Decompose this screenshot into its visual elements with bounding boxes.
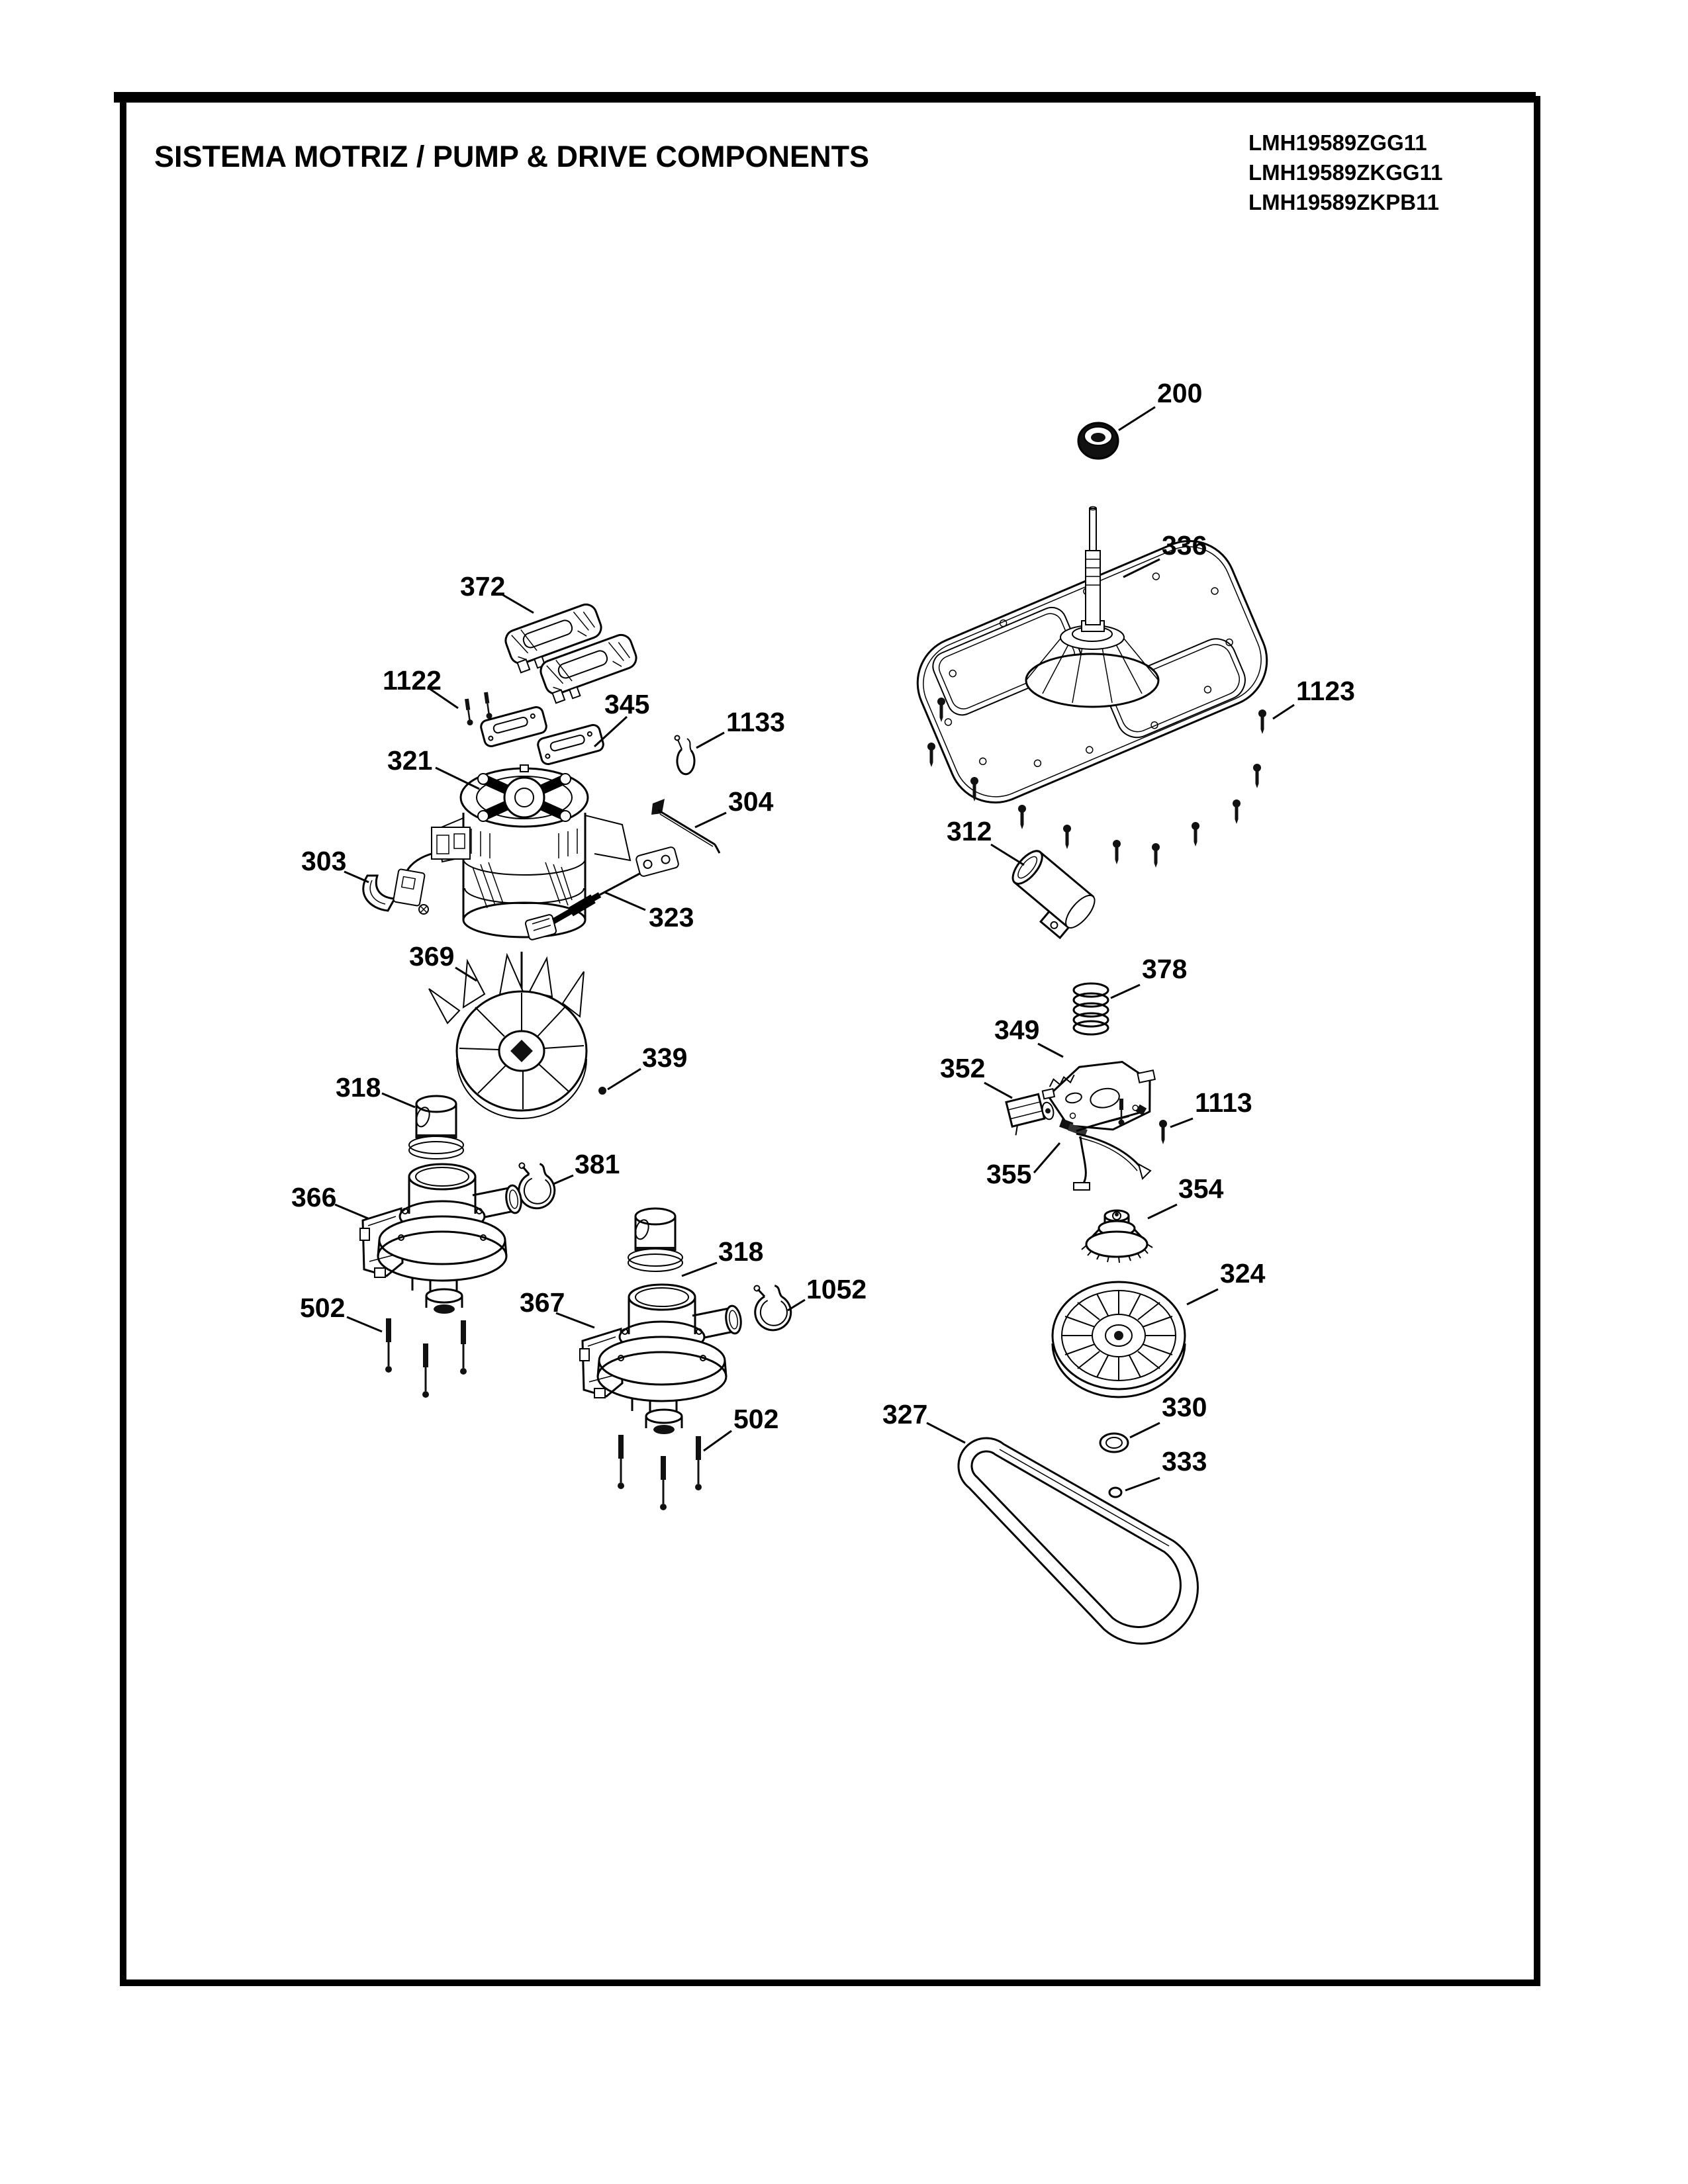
drawing-clutch-lever xyxy=(1039,1052,1164,1142)
part-label-502-1: 502 xyxy=(300,1293,346,1323)
leader-352 xyxy=(984,1083,1012,1098)
part-label-330: 330 xyxy=(1162,1392,1207,1422)
drawing-spring xyxy=(1074,983,1108,1034)
part-label-367: 367 xyxy=(520,1287,565,1318)
leader-324 xyxy=(1187,1289,1218,1304)
part-group-333 xyxy=(1109,1446,1207,1497)
part-label-378: 378 xyxy=(1142,954,1188,984)
part-group-1113 xyxy=(1159,1087,1252,1144)
leader-333 xyxy=(1125,1478,1160,1490)
leader-1133 xyxy=(696,733,724,748)
part-label-321: 321 xyxy=(387,745,433,776)
drawing-pulley xyxy=(1053,1282,1185,1397)
drawing-gasket-2 xyxy=(536,723,604,765)
part-label-381: 381 xyxy=(575,1149,620,1179)
part-label-312: 312 xyxy=(947,816,992,846)
leader-502-1 xyxy=(347,1317,382,1332)
leader-200 xyxy=(1119,407,1155,430)
part-label-318-1: 318 xyxy=(336,1072,381,1103)
model-number: LMH19589ZGG11 xyxy=(1248,130,1427,155)
leader-378 xyxy=(1111,985,1140,998)
leader-318-2 xyxy=(682,1263,717,1276)
leader-354 xyxy=(1148,1205,1177,1218)
part-group-352 xyxy=(940,1053,1057,1136)
leader-372 xyxy=(502,594,534,613)
part-group-369 xyxy=(409,941,586,1118)
leader-327 xyxy=(927,1423,965,1443)
drawing-seal-center xyxy=(1091,433,1105,442)
part-label-333: 333 xyxy=(1162,1446,1207,1477)
drawing-pump-1 xyxy=(360,1164,523,1314)
drawing-pump-cap-2 xyxy=(628,1208,682,1271)
leader-321 xyxy=(436,768,479,789)
part-group-1122 xyxy=(383,665,492,726)
leader-323 xyxy=(604,892,645,910)
leader-381 xyxy=(553,1175,573,1184)
drawing-screw-3 xyxy=(695,1436,702,1490)
part-label-369: 369 xyxy=(409,941,455,972)
part-label-327: 327 xyxy=(882,1399,928,1430)
part-group-339 xyxy=(598,1042,687,1095)
part-group-324 xyxy=(1053,1258,1266,1397)
part-label-354: 354 xyxy=(1178,1173,1224,1204)
part-group-381 xyxy=(513,1149,620,1212)
part-group-1133 xyxy=(675,707,785,774)
part-label-1052: 1052 xyxy=(806,1274,867,1304)
leader-349 xyxy=(1038,1044,1063,1057)
part-group-502-2 xyxy=(618,1404,778,1510)
part-label-1113: 1113 xyxy=(1195,1087,1252,1118)
drawing-pump-cap-1 xyxy=(409,1096,463,1159)
part-group-367 xyxy=(520,1285,743,1434)
page-title: SISTEMA MOTRIZ / PUMP & DRIVE COMPONENTS xyxy=(154,140,870,173)
part-group-354 xyxy=(1082,1173,1224,1263)
drawing-clamp xyxy=(748,1279,795,1334)
part-label-318-2: 318 xyxy=(718,1236,764,1267)
drawing-screw-2 xyxy=(483,692,493,719)
drawing-screw-3 xyxy=(460,1320,467,1375)
part-label-1123: 1123 xyxy=(1296,676,1355,706)
part-label-366: 366 xyxy=(291,1182,337,1212)
part-group-323 xyxy=(525,846,694,940)
drawing-cable-tie xyxy=(675,736,694,774)
part-label-339: 339 xyxy=(642,1042,688,1073)
drawing-ring xyxy=(1109,1488,1121,1497)
part-group-372 xyxy=(460,571,642,705)
part-group-327 xyxy=(882,1399,1197,1643)
leader-366 xyxy=(335,1205,368,1218)
part-group-366 xyxy=(291,1164,523,1314)
leader-1113 xyxy=(1170,1118,1193,1127)
drawing-screw-2 xyxy=(660,1456,667,1510)
part-group-304 xyxy=(651,786,774,853)
part-group-336 xyxy=(903,507,1281,817)
drawing-motor xyxy=(404,765,630,937)
drawing-screw-2 xyxy=(422,1343,429,1398)
part-label-336: 336 xyxy=(1162,530,1207,561)
part-label-502-2: 502 xyxy=(733,1404,779,1434)
drawing-set-screw xyxy=(598,1087,606,1095)
part-group-330 xyxy=(1100,1392,1207,1452)
part-label-372: 372 xyxy=(460,571,506,602)
part-label-352: 352 xyxy=(940,1053,986,1083)
part-label-304: 304 xyxy=(728,786,774,817)
leader-339 xyxy=(608,1069,641,1089)
part-label-200: 200 xyxy=(1157,378,1203,408)
drawing-capacitor xyxy=(999,846,1100,942)
leader-312 xyxy=(991,844,1024,865)
drawing-screw-1 xyxy=(464,698,474,725)
part-group-312 xyxy=(947,816,1100,942)
drawing-platform xyxy=(903,507,1281,817)
part-group-318-2 xyxy=(628,1208,763,1276)
part-group-303 xyxy=(301,846,428,914)
drawing-rod xyxy=(651,799,720,853)
part-label-1122: 1122 xyxy=(383,665,442,696)
leader-502-2 xyxy=(704,1431,731,1451)
part-group-378 xyxy=(1074,954,1187,1034)
part-group-1052 xyxy=(748,1274,867,1334)
model-number-list xyxy=(1248,130,1442,214)
leader-355 xyxy=(1034,1143,1060,1173)
part-label-345: 345 xyxy=(604,689,650,719)
part-group-318-1 xyxy=(336,1072,463,1159)
leader-330 xyxy=(1130,1423,1160,1437)
leader-303 xyxy=(344,872,369,882)
part-label-303: 303 xyxy=(301,846,347,876)
drawing-screw-1 xyxy=(385,1318,392,1373)
part-label-323: 323 xyxy=(649,902,694,933)
drawing-washer xyxy=(1100,1433,1128,1452)
drawing-washer-hole xyxy=(1106,1437,1122,1448)
part-group-200 xyxy=(1078,378,1202,459)
part-label-1133: 1133 xyxy=(726,707,785,737)
part-label-324: 324 xyxy=(1220,1258,1266,1289)
drawing-gear xyxy=(1082,1210,1152,1263)
part-label-349: 349 xyxy=(994,1015,1040,1045)
model-number: LMH19589ZKPB11 xyxy=(1248,190,1439,214)
drawing-pump-2 xyxy=(580,1285,743,1434)
part-group-321 xyxy=(387,745,630,937)
drawing-bracket xyxy=(363,869,428,914)
leader-304 xyxy=(695,813,726,827)
model-number: LMH19589ZKGG11 xyxy=(1248,160,1443,185)
leader-318-1 xyxy=(382,1093,415,1107)
drawing-gasket-1 xyxy=(479,705,547,747)
drawing-fan xyxy=(429,952,586,1118)
drawing-screw xyxy=(1159,1120,1167,1144)
drawing-screw-1 xyxy=(618,1435,624,1489)
leader-1123 xyxy=(1273,705,1294,719)
page-frame xyxy=(123,99,1537,1983)
part-label-355: 355 xyxy=(986,1159,1032,1189)
